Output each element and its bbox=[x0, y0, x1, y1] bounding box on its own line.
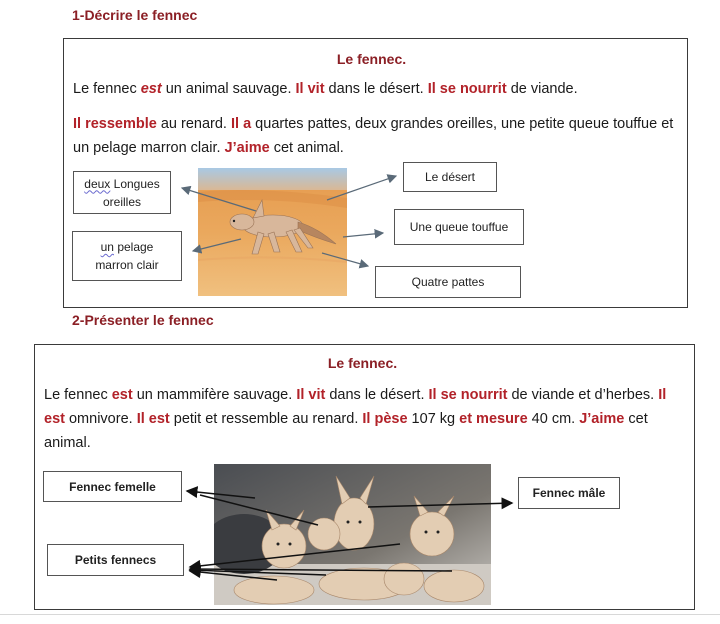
page-bottom-divider bbox=[0, 614, 720, 615]
text-run: de viande et d’herbes. bbox=[507, 387, 659, 403]
label-desert: Le désert bbox=[403, 162, 497, 192]
label-female: Fennec femelle bbox=[43, 471, 182, 502]
text-run: cet animal. bbox=[44, 411, 648, 451]
highlighted-word: Il ressemble bbox=[73, 116, 157, 132]
highlighted-word: Il est bbox=[44, 387, 667, 427]
section1-line2 bbox=[73, 112, 683, 160]
highlighted-word: J’aime bbox=[579, 411, 625, 427]
highlighted-word: Il vit bbox=[295, 81, 325, 97]
highlighted-word: Il a bbox=[231, 116, 252, 132]
text-run: quartes pattes, deux grandes oreilles, une petite queue touffue et un pelage marron clair. bbox=[73, 116, 674, 156]
label-fur-line2: marron clair bbox=[95, 258, 159, 272]
fennec-desert-photo bbox=[198, 168, 347, 296]
label-ears-line2: oreilles bbox=[102, 194, 141, 209]
fennec-family-photo bbox=[214, 464, 491, 605]
section2-paragraph bbox=[44, 383, 674, 455]
label-fur-line1: un pelage bbox=[100, 240, 154, 254]
section1-line1 bbox=[73, 77, 673, 101]
text-run: dans le désert. bbox=[324, 81, 428, 97]
label-ears-line1: deux Longues bbox=[84, 176, 160, 191]
highlighted-word: est bbox=[140, 81, 162, 97]
highlighted-word: Il pèse bbox=[362, 411, 408, 427]
section1-heading: 1-Décrire le fennec bbox=[72, 7, 198, 23]
highlighted-word: Il est bbox=[136, 411, 170, 427]
text-run: de viande. bbox=[506, 81, 578, 97]
fennec-running-illustration bbox=[198, 168, 347, 296]
section2-title: Le fennec. bbox=[327, 355, 398, 371]
highlighted-word: et mesure bbox=[459, 411, 528, 427]
text-run: cet animal. bbox=[269, 140, 344, 156]
label-male: Fennec mâle bbox=[518, 477, 620, 509]
label-legs: Quatre pattes bbox=[375, 266, 521, 298]
fennec-group-illustration bbox=[214, 464, 491, 605]
label-babies: Petits fennecs bbox=[47, 544, 184, 576]
label-ears bbox=[73, 171, 171, 214]
text-run: 40 cm. bbox=[527, 411, 580, 427]
section1-title: Le fennec. bbox=[336, 51, 407, 67]
text-run: Le fennec bbox=[73, 81, 141, 97]
label-tail: Une queue touffue bbox=[394, 209, 524, 245]
highlighted-word: Il se nourrit bbox=[428, 387, 508, 403]
highlighted-word: J’aime bbox=[224, 140, 270, 156]
text-run: au renard. bbox=[156, 116, 231, 132]
highlighted-word: Il se nourrit bbox=[427, 81, 507, 97]
text-run: omnivore. bbox=[64, 411, 137, 427]
highlighted-word: est bbox=[111, 387, 133, 403]
section2-heading: 2-Présenter le fennec bbox=[72, 312, 214, 328]
text-run: un mammifère sauvage. bbox=[132, 387, 297, 403]
text-run: 107 kg bbox=[407, 411, 460, 427]
text-run: dans le désert. bbox=[325, 387, 429, 403]
text-run: petit et ressemble au renard. bbox=[169, 411, 363, 427]
text-run: Le fennec bbox=[44, 387, 112, 403]
highlighted-word: Il vit bbox=[296, 387, 326, 403]
label-fur bbox=[72, 231, 182, 281]
text-run: un animal sauvage. bbox=[161, 81, 296, 97]
